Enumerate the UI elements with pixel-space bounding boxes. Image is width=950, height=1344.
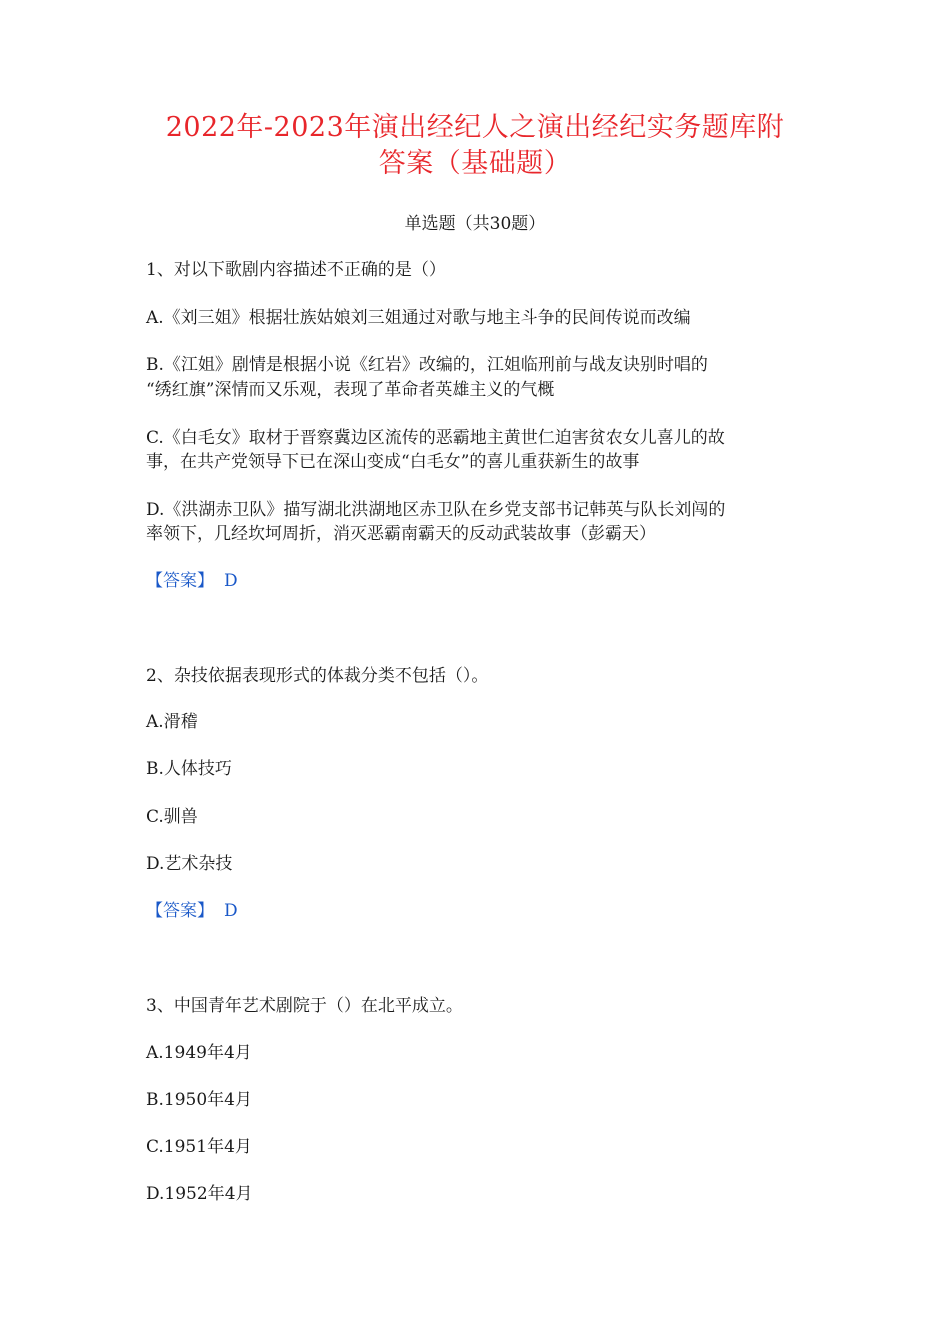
question-3-option-c: C.1951年4月 — [146, 1137, 252, 1157]
question-1-option-d-line-1: D.《洪湖赤卫队》描写湖北洪湖地区赤卫队在乡党支部书记韩英与队长刘闯的 — [146, 500, 726, 520]
answer-label: 【答案】 — [146, 571, 214, 591]
question-1-option-b-line-1: B.《江姐》剧情是根据小说《红岩》改编的，江姐临刑前与战友诀别时唱的 — [146, 355, 708, 375]
question-2-option-a: A.滑稽 — [146, 712, 198, 732]
section-heading: 单选题（共30题） — [404, 214, 546, 234]
question-2-option-b: B.人体技巧 — [146, 759, 232, 779]
question-2-stem: 2、杂技依据表现形式的体裁分类不包括（）。 — [146, 666, 489, 686]
document-title-line-1: 2022年-2023年演出经纪人之演出经纪实务题库附 — [165, 112, 785, 143]
question-3-option-d: D.1952年4月 — [146, 1184, 253, 1204]
question-1-option-b-line-2: “绣红旗”深情而又乐观，表现了革命者英雄主义的气概 — [146, 380, 555, 400]
question-3-option-b: B.1950年4月 — [146, 1090, 252, 1110]
question-1-option-c-line-1: C.《白毛女》取材于晋察冀边区流传的恶霸地主黄世仁迫害贫农女儿喜儿的故 — [146, 428, 725, 448]
document-title-line-2: 答案（基础题） — [378, 148, 572, 179]
question-1-answer — [146, 569, 238, 593]
answer-value: D — [224, 901, 238, 921]
answer-value: D — [224, 571, 238, 591]
question-3-stem: 3、中国青年艺术剧院于（）在北平成立。 — [146, 996, 463, 1016]
question-2-option-d: D.艺术杂技 — [146, 854, 233, 874]
answer-label: 【答案】 — [146, 901, 214, 921]
question-1-stem: 1、对以下歌剧内容描述不正确的是（） — [146, 260, 446, 280]
question-1-option-c-line-2: 事，在共产党领导下已在深山变成“白毛女”的喜儿重获新生的故事 — [146, 452, 640, 472]
question-2-option-c: C.驯兽 — [146, 807, 198, 827]
question-1-option-a: A.《刘三姐》根据壮族姑娘刘三姐通过对歌与地主斗争的民间传说而改编 — [146, 308, 691, 328]
question-3-option-a: A.1949年4月 — [146, 1043, 252, 1063]
question-1-option-d-line-2: 率领下，几经坎坷周折，消灭恶霸南霸天的反动武装故事（彭霸天） — [146, 524, 656, 544]
question-2-answer — [146, 899, 238, 923]
